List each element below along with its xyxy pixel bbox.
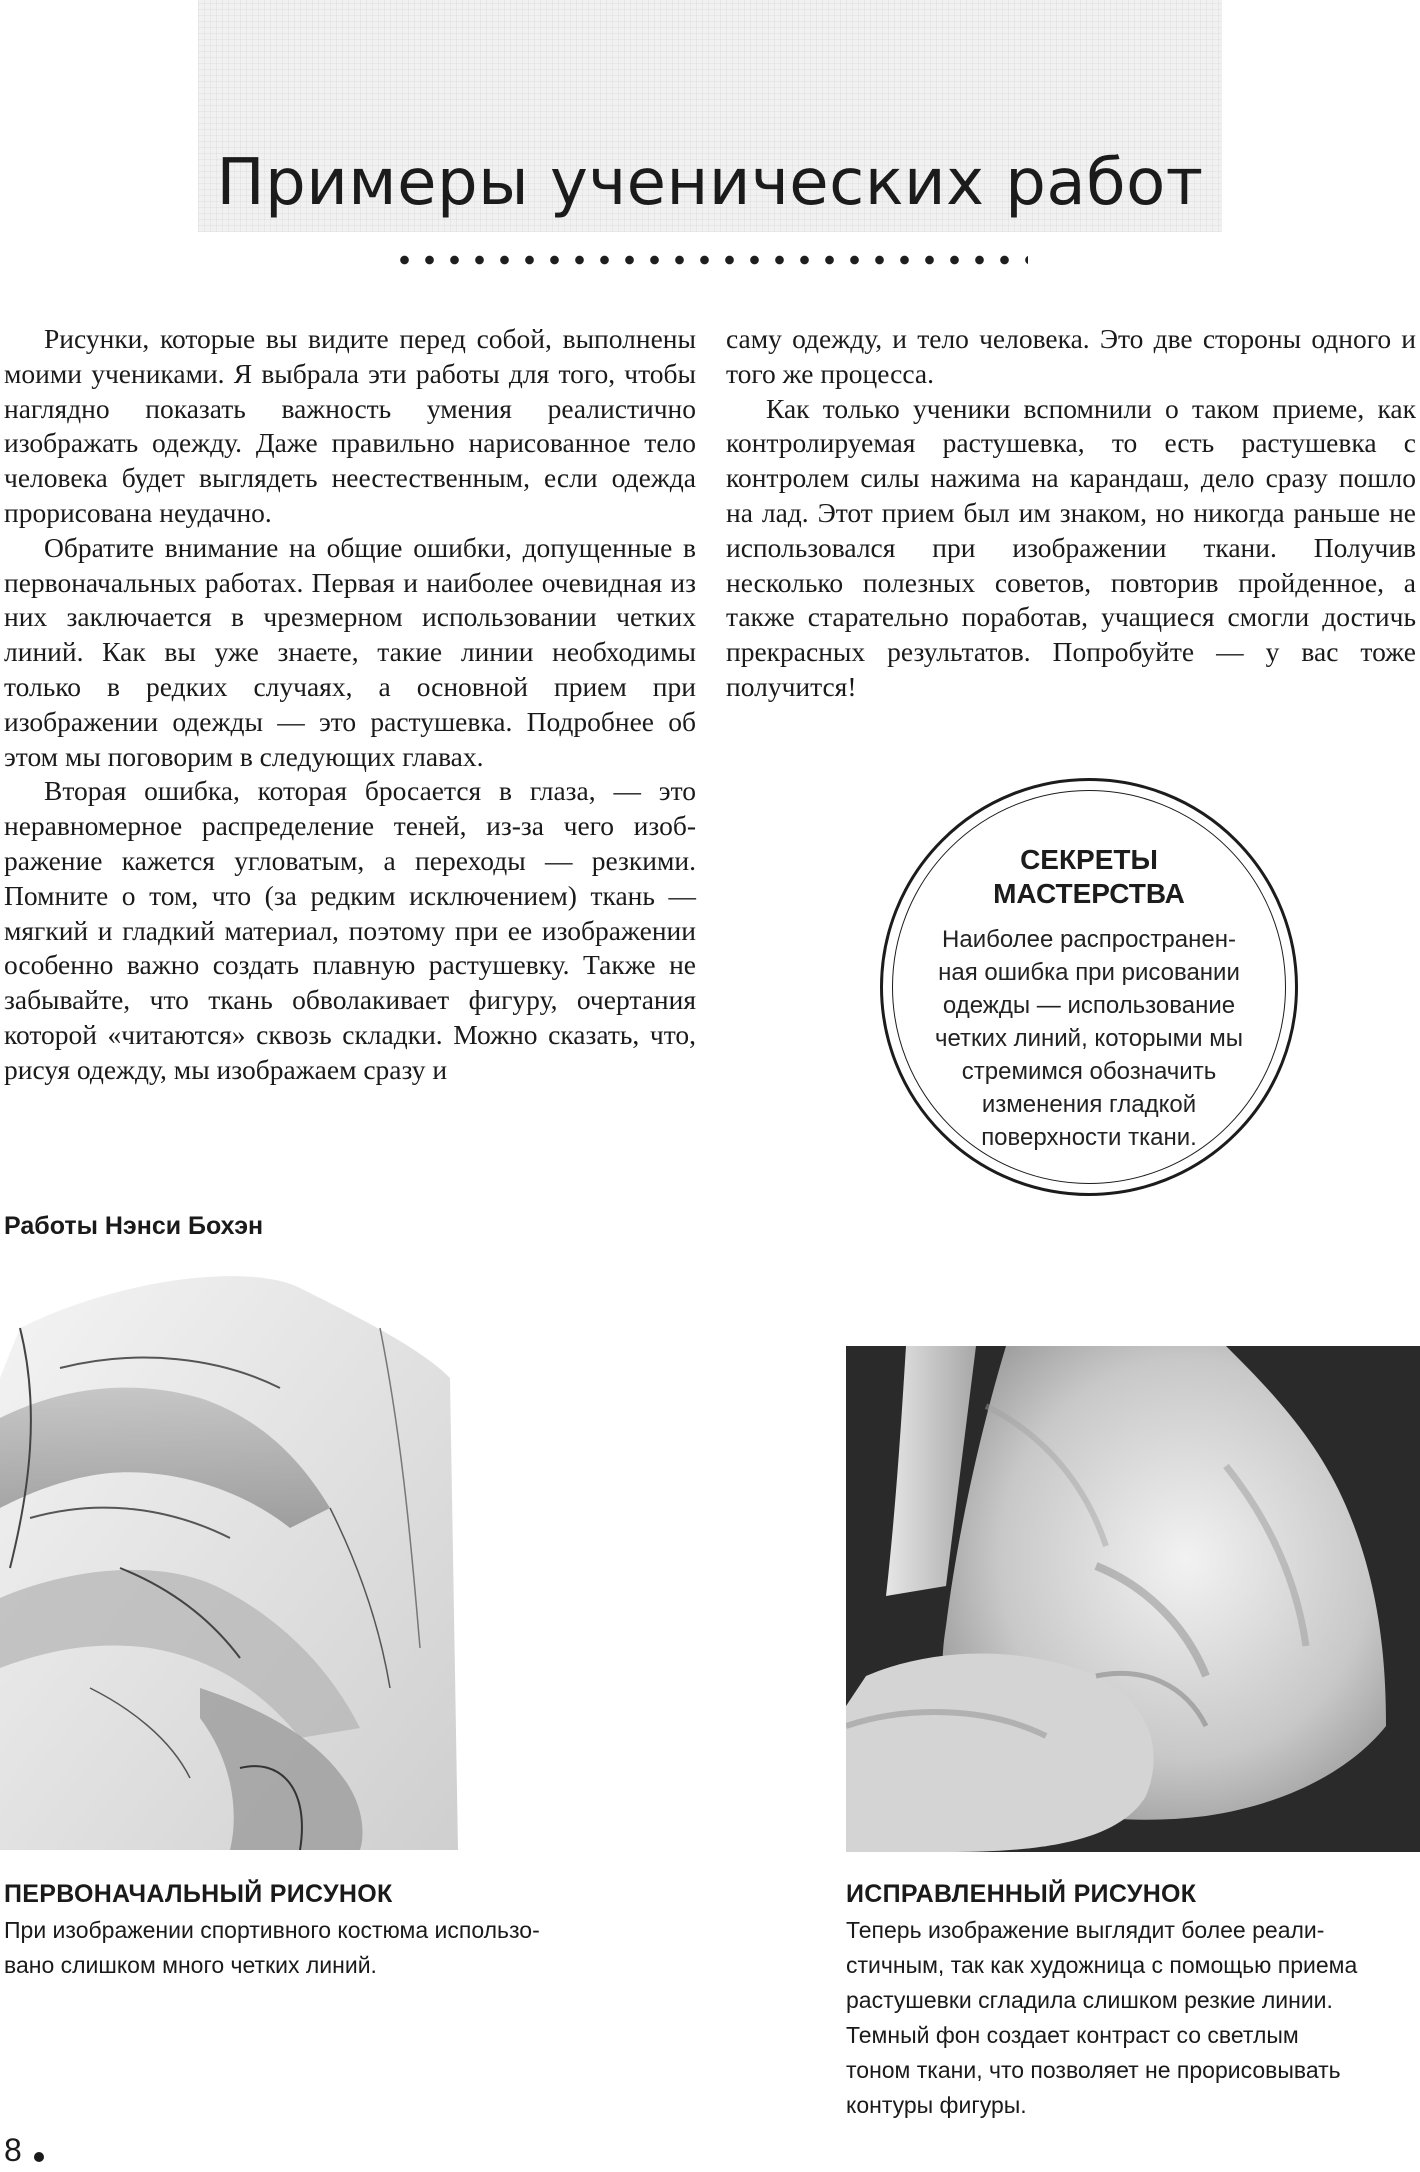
tip-line: ная ошибка при рисовании bbox=[938, 959, 1240, 986]
pencil-drawing-initial-icon bbox=[0, 1268, 460, 1850]
tip-title-line: СЕКРЕТЫ bbox=[1020, 844, 1158, 875]
page-number: 8 bbox=[4, 2132, 22, 2168]
paragraph: Вторая ошибка, которая бросается в глаза, — это неравномерное распределение теней, из-за чего изображение кажется угловатым, а переходы — резкими. Помните о том, что (за редким исключением) ткань — мягкий и гладкий материал, поэтому при ее изображении особенно важно создать плавную растушевку. Также не забывайте, что ткань обволакивает фигуру, очертания которой «читаются» сквозь складки. Можно сказать, что, рисуя одежду, мы изображаем сразу и bbox=[4, 775, 696, 1085]
tip-line: поверхности ткани. bbox=[981, 1124, 1197, 1151]
tip-title-line: МАСТЕРСТВА bbox=[993, 878, 1185, 909]
tip-body bbox=[911, 923, 1267, 1154]
tip-line: изменения гладкой bbox=[981, 1091, 1197, 1118]
page-number-dot bbox=[34, 2152, 44, 2162]
tip-circle bbox=[892, 790, 1286, 1184]
dotted-divider bbox=[392, 252, 1028, 268]
tip-line: одежды — использование bbox=[942, 992, 1236, 1019]
tip-line: Наиболее распространен- bbox=[942, 926, 1236, 953]
left-text-column bbox=[4, 322, 696, 1088]
caption-title: ПЕРВОНАЧАЛЬНЫЙ РИСУНОК bbox=[4, 1880, 393, 1908]
paragraph: Рисунки, которые вы видите перед собой, выполнены моими учениками. Я выбрала эти работы для того, чтобы наглядно показать важность умения реалистично изображать одежду. Даже правильно нарисованное тело человека будет выглядеть неестественным, если одежда прорисована неудачно. bbox=[4, 323, 696, 528]
pencil-drawing-corrected-icon bbox=[846, 1346, 1420, 1852]
caption-corrected bbox=[846, 1880, 1406, 2123]
initial-drawing-image bbox=[0, 1268, 460, 1850]
paragraph-continuation: саму одежду, и тело человека. Это две стороны одного и того же процесса. bbox=[726, 323, 1416, 389]
tip-line: четких линий, которыми мы bbox=[934, 1025, 1243, 1052]
caption-line: Теперь изображение выглядит более реали- bbox=[846, 1917, 1325, 1943]
caption-line: контуры фигуры. bbox=[846, 2092, 1027, 2118]
paragraph: Обратите внимание на общие ошибки, допущенные в первоначальных работах. Первая и наиболее очевидная из них заключается в чрезмерном использовании четких линий. Как вы уже знаете, такие линии необходимы только в редких случаях, а основной прием при изображении одежды — это растушевка. Подробнее об этом мы поговорим в следующих главах. bbox=[4, 531, 696, 772]
caption-line: растушевки сгладила слишком резкие линии. bbox=[846, 1987, 1333, 2013]
tip-title bbox=[893, 843, 1285, 911]
page-title: Примеры ученических работ bbox=[216, 146, 1204, 220]
caption-line: При изображении спортивного костюма использо- bbox=[4, 1917, 540, 1943]
corrected-drawing-image bbox=[846, 1346, 1420, 1852]
caption-line: Темный фон создает контраст со светлым bbox=[846, 2022, 1299, 2048]
caption-text bbox=[846, 1913, 1406, 2123]
right-text-column bbox=[726, 322, 1416, 705]
paragraph: Как только ученики вспомнили о таком приеме, как контролируемая растушевка, то есть растушевка с контролем силы нажима на карандаш, дело сразу пошло на лад. Этот прием был им знаком, но никогда раньше не использовался при изображении ткани. Получив несколько полезных советов, повторив пройденное, а также старательно поработав, учащиеся смогли достичь прекрасных результатов. Попробуйте — у вас тоже получится! bbox=[726, 392, 1416, 702]
caption-initial bbox=[4, 1880, 624, 1983]
credit-line: Работы Нэнси Бохэн bbox=[4, 1212, 264, 1240]
caption-title: ИСПРАВЛЕННЫЙ РИСУНОК bbox=[846, 1880, 1197, 1908]
caption-line: вано слишком много четких линий. bbox=[4, 1952, 377, 1978]
caption-line: тоном ткани, что позволяет не прорисовывать bbox=[846, 2057, 1341, 2083]
caption-text bbox=[4, 1913, 624, 1983]
caption-line: стичным, так как художница с помощью приема bbox=[846, 1952, 1358, 1978]
tip-line: стремимся обозначить bbox=[961, 1058, 1217, 1085]
